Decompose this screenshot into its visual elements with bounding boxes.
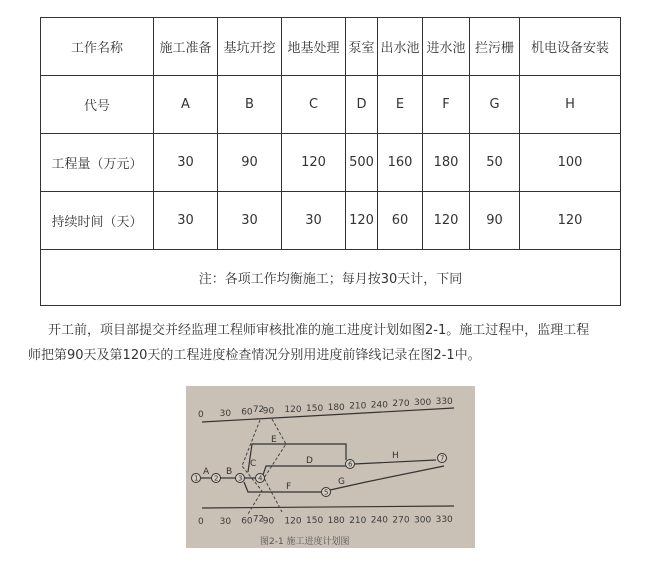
top-tick-label: 30	[219, 408, 232, 419]
table-cell: C	[282, 76, 346, 134]
table-row	[41, 192, 621, 250]
top-tick-label: 180	[327, 402, 345, 413]
table-note: 注：各项工作均衡施工；每月按30天计，下同	[41, 250, 621, 306]
bottom-tick-label: 240	[370, 515, 388, 526]
top-tick-label: 120	[284, 405, 302, 416]
table-cell: 工程量（万元）	[41, 134, 154, 192]
table-cell: 30	[154, 134, 218, 192]
table-header-cell: 地基处理	[282, 18, 346, 76]
bottom-tick-label: 60	[241, 516, 253, 527]
table-cell: E	[378, 76, 423, 134]
table-cell: 500	[346, 134, 378, 192]
table-row	[41, 134, 621, 192]
table-cell: F	[423, 76, 470, 134]
table-header-cell: 基坑开挖	[218, 18, 282, 76]
bottom-tick-label: 210	[349, 515, 367, 526]
paragraph-line-1: 开工前，项目部提交并经监理工程师审核批准的施工进度计划如图2-1。施工过程中，监理工程	[48, 323, 590, 338]
figure-caption: 图2-1 施工进度计划图	[260, 537, 350, 547]
activity-label-f: F	[286, 482, 292, 492]
bottom-tick-label: 120	[284, 516, 302, 527]
top-tick-label: 330	[435, 396, 453, 407]
table-cell: G	[470, 76, 520, 134]
table-cell: 90	[218, 134, 282, 192]
bottom-tick-label: 0	[198, 517, 204, 527]
table-header-cell: 出水池	[378, 18, 423, 76]
work-table	[40, 17, 621, 306]
activity-label-c: C	[250, 459, 257, 469]
table-row	[41, 76, 621, 134]
table-cell: 60	[378, 192, 423, 250]
table-cell: 120	[520, 192, 621, 250]
table-header-row	[41, 18, 621, 76]
table-header-cell: 拦污栅	[470, 18, 520, 76]
bottom-tick-label: 90	[262, 516, 275, 527]
activity-label-g: G	[338, 477, 345, 487]
bottom-tick-label: 300	[414, 515, 432, 526]
node-label: 5	[324, 488, 329, 497]
activity-label-e: E	[271, 435, 277, 445]
table-cell: 30	[282, 192, 346, 250]
table-header-cell: 泵室	[346, 18, 378, 76]
table-cell: 50	[470, 134, 520, 192]
schedule-figure-photo	[186, 386, 475, 548]
table-header-cell: 机电设备安装	[520, 18, 621, 76]
top-tick-label: 270	[392, 399, 410, 410]
table-header-cell: 工作名称	[41, 18, 154, 76]
bottom-tick-label: 180	[327, 515, 345, 526]
table-cell: 180	[423, 134, 470, 192]
node-label: 1	[194, 474, 199, 483]
activity-label-h: H	[392, 451, 399, 461]
table-note-row	[41, 250, 621, 306]
top-tick-label: 240	[370, 400, 388, 411]
table-header-cell: 进水池	[423, 18, 470, 76]
bottom-tick-label: 330	[435, 515, 453, 526]
table-cell: 120	[346, 192, 378, 250]
table-cell: 持续时间（天）	[41, 192, 154, 250]
table-cell: B	[218, 76, 282, 134]
node-label: 7	[440, 454, 445, 463]
node-label: 3	[238, 474, 243, 483]
table-cell: A	[154, 76, 218, 134]
activity-label-d: D	[306, 456, 313, 466]
table-cell: 100	[520, 134, 621, 192]
table-cell: 120	[282, 134, 346, 192]
top-tick-label: 72	[252, 405, 265, 416]
table-cell: 160	[378, 134, 423, 192]
top-tick-label: 90	[262, 406, 275, 417]
table-cell: H	[520, 76, 621, 134]
node-label: 6	[348, 460, 353, 469]
table-cell: D	[346, 76, 378, 134]
node-label: 4	[258, 474, 263, 483]
paragraph-line-2: 师把第90天及第120天的工程进度检查情况分别用进度前锋线记录在图2-1中。	[28, 348, 481, 363]
table-cell: 代号	[41, 76, 154, 134]
activity-label-a: A	[203, 467, 210, 477]
top-tick-label: 210	[349, 401, 367, 412]
node-label: 2	[214, 474, 219, 483]
table-cell: 90	[470, 192, 520, 250]
activity-label-b: B	[226, 467, 233, 477]
network-diagram	[186, 386, 475, 548]
table-cell: 30	[154, 192, 218, 250]
top-tick-label: 150	[306, 404, 324, 414]
description-paragraph	[28, 318, 638, 368]
bottom-tick-label: 270	[392, 515, 410, 526]
top-tick-label: 60	[241, 407, 253, 418]
bottom-tick-label: 30	[219, 516, 232, 527]
table-cell: 30	[218, 192, 282, 250]
top-tick-label: 300	[414, 398, 432, 408]
bottom-tick-label: 150	[306, 516, 324, 527]
top-tick-label: 0	[198, 410, 204, 420]
bottom-tick-label: 72	[252, 514, 265, 525]
table-cell: 120	[423, 192, 470, 250]
table-header-cell: 施工准备	[154, 18, 218, 76]
